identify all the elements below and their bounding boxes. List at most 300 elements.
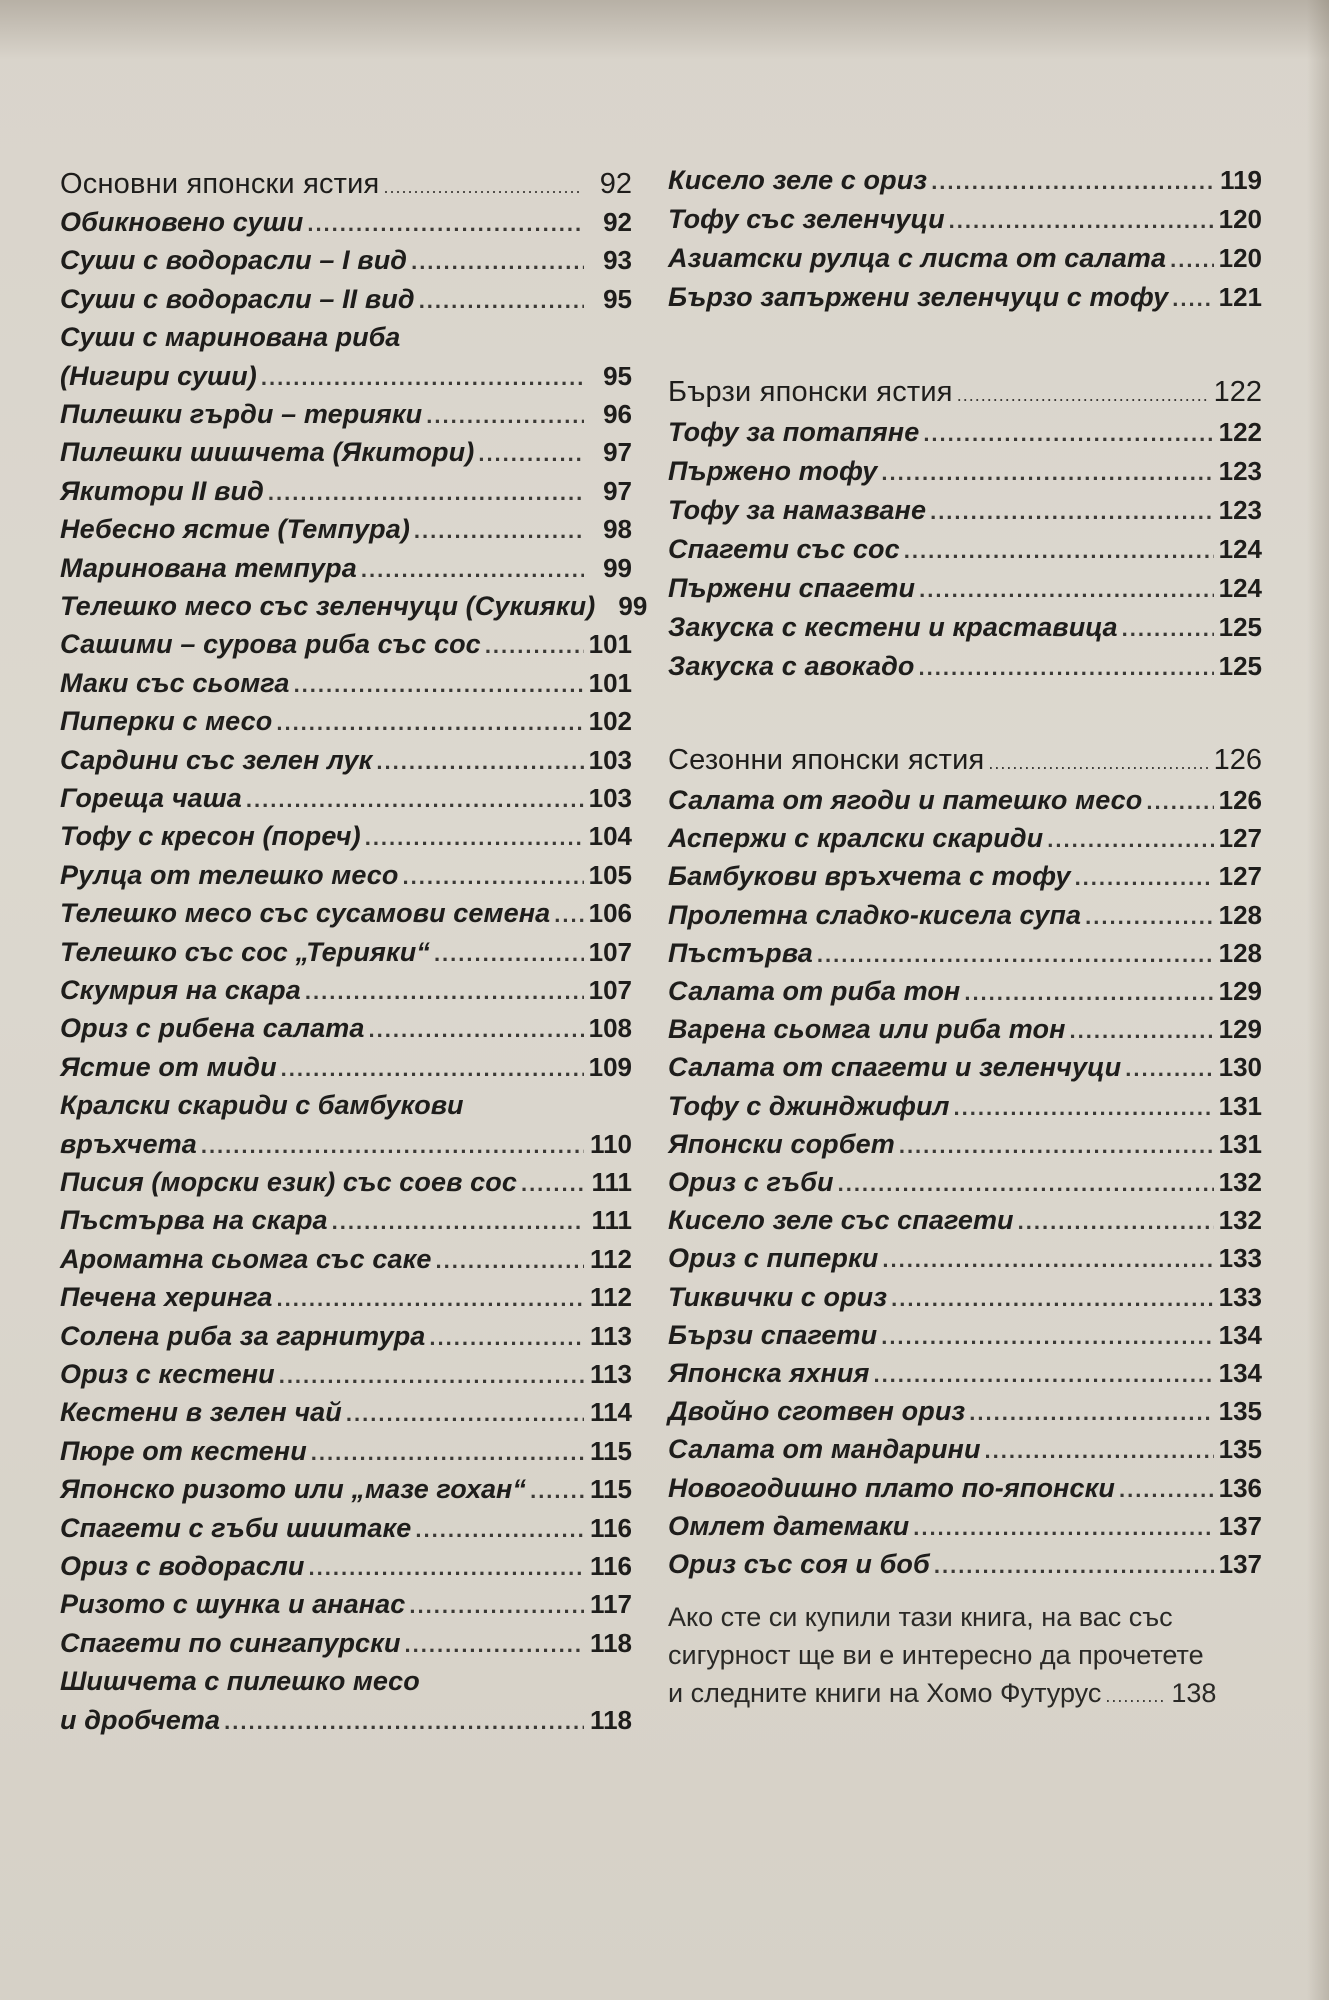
toc-entry (668, 897, 1262, 933)
entry-title: Бамбукови връхчета с тофу (668, 861, 1071, 892)
leader-dots (985, 1433, 1214, 1469)
leader-dots (913, 1510, 1214, 1546)
entry-title: (Нигири суши) (60, 360, 257, 391)
section-page: 122 (1213, 376, 1262, 408)
toc-entry (668, 820, 1262, 856)
section-heading-basic-dishes (60, 166, 632, 202)
leader-dots (1105, 1677, 1167, 1715)
entry-title: Телешко със сос „Терияки“ (60, 936, 430, 967)
entry-title: Ястие от миди (60, 1051, 277, 1082)
toc-entry (60, 1394, 632, 1430)
leader-dots (369, 1012, 584, 1048)
entry-title-line1: Суши с маринована риба (60, 322, 401, 353)
entry-page-number: 92 (603, 207, 632, 237)
toc-entry (60, 473, 632, 509)
leader-dots (332, 1204, 584, 1240)
leader-dots (383, 169, 580, 205)
entry-page-number: 103 (588, 744, 632, 775)
entry-title: Азиатски рулца с листа от салата (668, 243, 1167, 273)
leader-dots (276, 705, 584, 741)
entry-page-number: 93 (603, 245, 632, 276)
section-heading-quick-dishes (668, 374, 1262, 410)
toc-entry (60, 511, 632, 547)
toc-entry (60, 1318, 632, 1354)
entry-title: Сардини със зелен лук (60, 744, 373, 775)
leader-dots (403, 859, 585, 895)
entry-page-number: 97 (603, 475, 632, 506)
entry-page-number: 99 (603, 552, 632, 583)
entry-title: Суши с водорасли – I вид (60, 245, 408, 276)
toc-entry (60, 742, 632, 778)
leader-dots (279, 1358, 584, 1394)
entry-title: Тиквички с ориз (668, 1281, 888, 1312)
entry-page-number: 131 (1218, 1090, 1262, 1121)
leader-dots (426, 398, 584, 434)
entry-page-number: 121 (1218, 282, 1262, 312)
entry-title: Ароматна сьомга със саке (60, 1243, 432, 1274)
leader-dots (1172, 281, 1214, 317)
section-title: Бързи японски ястия (668, 376, 953, 408)
entry-title: Омлет датемаки (668, 1510, 910, 1541)
toc-entry (60, 1356, 632, 1392)
entry-title: Солена риба за гарнитура (60, 1320, 426, 1351)
toc-entry (668, 414, 1262, 450)
toc-entry (60, 550, 632, 586)
entry-title: Варена сьомга или риба тон (668, 1014, 1066, 1045)
leader-dots (919, 650, 1214, 686)
leader-dots (261, 360, 584, 396)
toc-entry (668, 1470, 1262, 1506)
entry-page-number: 124 (1218, 573, 1262, 603)
entry-page-number: 109 (588, 1051, 632, 1082)
leader-dots (409, 1588, 584, 1624)
entry-page-number: 107 (588, 975, 632, 1005)
leader-dots (891, 1281, 1214, 1317)
entry-page-number: 110 (590, 1128, 632, 1159)
entry-page-number: 105 (588, 859, 632, 890)
leader-dots (899, 1128, 1214, 1164)
entry-title: Новогодишно плато по-японски (668, 1472, 1115, 1503)
leader-dots (1075, 860, 1214, 896)
leader-dots (1119, 1472, 1214, 1508)
entry-page-number: 123 (1218, 495, 1262, 525)
toc-entry (60, 895, 632, 931)
leader-dots (530, 1473, 584, 1509)
leader-dots (434, 936, 584, 972)
leader-dots (1070, 1013, 1215, 1049)
entry-page-number: 101 (588, 629, 632, 660)
entry-title: Пъстърва (668, 937, 813, 968)
toc-entry (60, 1126, 632, 1162)
entry-page-number: 134 (1218, 1319, 1262, 1350)
entry-title: Маки със сьомга (60, 667, 290, 698)
leader-dots (365, 820, 584, 856)
toc-entry (60, 1241, 632, 1277)
toc-entry (668, 279, 1262, 315)
toc-entry (668, 1317, 1262, 1353)
note-line: сигурност ще ви е интересно да прочетете (668, 1640, 1204, 1670)
entry-page-number: 120 (1218, 204, 1262, 234)
entry-page-number: 108 (588, 1013, 632, 1044)
entry-page-number: 102 (588, 706, 632, 737)
entry-title: Кисело зеле с ориз (668, 165, 928, 195)
toc-entry (60, 242, 632, 278)
toc-entry (668, 1202, 1262, 1238)
entry-title: Телешко месо със сусамови семена (60, 898, 551, 929)
leader-dots (838, 1166, 1214, 1202)
toc-entry (60, 1433, 632, 1469)
entry-page-number: 99 (618, 591, 648, 621)
toc-entry (668, 1508, 1262, 1544)
toc-entry (668, 1164, 1262, 1200)
leader-dots (419, 283, 584, 319)
entry-title: Тофу за намазване (668, 495, 927, 525)
section-page: 126 (1213, 744, 1262, 776)
leader-dots (429, 1320, 584, 1356)
entry-page-number: 114 (590, 1397, 632, 1428)
toc-entry (60, 434, 632, 470)
entry-title: Тофу със зеленчуци (668, 204, 945, 234)
section-heading-seasonal-dishes (668, 742, 1262, 778)
entry-title: Якитори II вид (60, 475, 264, 506)
leader-dots (478, 436, 584, 472)
toc-entry (60, 934, 632, 970)
entry-page-number: 129 (1218, 1014, 1262, 1045)
entry-page-number: 98 (603, 514, 632, 545)
toc-entry (668, 1011, 1262, 1047)
entry-title: Гореща чаша (60, 783, 242, 813)
leader-dots (954, 1090, 1214, 1126)
leader-dots (1085, 899, 1214, 935)
entry-title: Бързо запържени зеленчуци с тофу (668, 282, 1169, 312)
leader-dots (1146, 784, 1214, 820)
entry-page-number: 132 (1218, 1167, 1262, 1197)
leader-dots (881, 1319, 1214, 1355)
entry-title: Рулца от телешко месо (60, 859, 399, 890)
entry-page-number: 112 (590, 1243, 632, 1274)
entry-title: Скумрия на скара (60, 975, 301, 1005)
leader-dots (1018, 1204, 1214, 1240)
toc-entry (60, 857, 632, 893)
entry-title: Бързи спагети (668, 1319, 878, 1350)
toc-entry (60, 703, 632, 739)
leader-dots (873, 1357, 1214, 1393)
entry-page-number: 120 (1218, 243, 1262, 273)
leader-dots (923, 416, 1214, 452)
toc-entry (60, 204, 632, 240)
entry-title-line1: Кралски скариди с бамбукови (60, 1090, 464, 1121)
entry-title: Телешко месо със зеленчуци (Сукияки) (60, 591, 596, 621)
entry-title-line1: Шишчета с пилешко месо (60, 1666, 420, 1697)
entry-page-number: 137 (1218, 1510, 1262, 1541)
entry-title: Ориз с водорасли (60, 1551, 305, 1581)
entry-title: Пържено тофу (668, 456, 878, 486)
leader-dots (988, 745, 1209, 781)
section-title: Сезонни японски ястия (668, 744, 985, 776)
toc-entry (668, 858, 1262, 894)
entry-title: Японски сорбет (668, 1128, 895, 1159)
leader-dots (969, 1395, 1214, 1431)
toc-entry (60, 972, 632, 1008)
entry-page-number: 115 (590, 1474, 632, 1505)
entry-page-number: 122 (1218, 417, 1262, 447)
entry-page-number: 130 (1218, 1052, 1262, 1083)
toc-entry (668, 935, 1262, 971)
entry-title: връхчета (60, 1128, 197, 1159)
entry-title: Пюре от кестени (60, 1435, 307, 1466)
toc-entry (60, 1202, 632, 1238)
leader-dots (1125, 1051, 1214, 1087)
page-right-edge (1307, 0, 1329, 2000)
entry-page-number: 117 (590, 1589, 632, 1620)
entry-page-number: 125 (1218, 612, 1262, 642)
entry-title: Закуска с кестени и краставица (668, 612, 1118, 642)
leader-dots (1122, 611, 1214, 647)
leader-dots (1047, 822, 1214, 858)
leader-dots (949, 203, 1214, 239)
toc-entry (60, 1510, 632, 1546)
entry-title: Кисело зеле със спагети (668, 1205, 1014, 1236)
book-recommendation-note (668, 1598, 1262, 1715)
entry-page-number: 126 (1218, 785, 1262, 815)
section-title: Основни японски ястия (60, 168, 380, 200)
toc-entry (60, 1279, 632, 1315)
entry-title: Пиперки с месо (60, 706, 273, 737)
toc-entry-first-line (60, 319, 632, 355)
toc-entry (60, 1049, 632, 1085)
entry-page-number: 118 (590, 1704, 632, 1735)
toc-entry (668, 1126, 1262, 1162)
leader-dots (964, 975, 1214, 1011)
toc-entry (668, 648, 1262, 684)
toc-entry (668, 1393, 1262, 1429)
leader-dots (309, 1550, 584, 1586)
entry-page-number: 131 (1218, 1128, 1262, 1159)
toc-entry (60, 1471, 632, 1507)
entry-page-number: 116 (590, 1512, 632, 1543)
entry-page-number: 119 (1220, 165, 1262, 195)
entry-title: Закуска с авокадо (668, 651, 915, 681)
leader-dots (415, 1512, 584, 1548)
leader-dots (554, 897, 584, 933)
leader-dots (294, 667, 584, 703)
leader-dots (817, 937, 1214, 973)
entry-title: Тофу с джинджифил (668, 1090, 950, 1121)
entry-title: Сашими – сурова риба със сос (60, 629, 481, 660)
toc-entry (668, 1088, 1262, 1124)
toc-entry (60, 818, 632, 854)
entry-page-number: 116 (590, 1551, 632, 1581)
entry-page-number: 112 (590, 1282, 632, 1313)
entry-title: Пилешки шишчета (Якитори) (60, 437, 475, 468)
leader-dots (521, 1166, 584, 1202)
toc-entry-first-line (60, 1663, 632, 1699)
toc-entry (60, 665, 632, 701)
note-text: и следните книги на Хомо Футурус (668, 1678, 1102, 1708)
toc-entry (60, 588, 648, 624)
entry-page-number: 124 (1218, 534, 1262, 564)
leader-dots (311, 1435, 584, 1471)
entry-page-number: 103 (588, 783, 632, 813)
entry-title: Маринована темпура (60, 552, 357, 583)
entry-title: Ориз с гъби (668, 1167, 834, 1197)
toc-entry (668, 782, 1262, 818)
entry-title: Ориз с кестени (60, 1359, 275, 1389)
toc-entry (668, 1431, 1262, 1467)
entry-page-number: 95 (603, 283, 632, 314)
toc-entry (668, 1240, 1262, 1276)
toc-entry (60, 626, 632, 662)
entry-title: Пролетна сладко-кисела супа (668, 899, 1082, 930)
toc-entry (60, 1010, 632, 1046)
toc-entry (668, 973, 1262, 1009)
leader-dots (435, 1243, 584, 1279)
entry-title: Тофу за потапяне (668, 417, 920, 447)
note-line: Ако сте си купили тази книга, на вас със (668, 1602, 1173, 1632)
toc-entry (668, 492, 1262, 528)
leader-dots (305, 974, 584, 1010)
entry-title: Пилешки гърди – терияки (60, 399, 423, 429)
leader-dots (268, 475, 584, 511)
leader-dots (376, 744, 584, 780)
leader-dots (1170, 242, 1214, 278)
note-page: 138 (1171, 1678, 1217, 1708)
entry-title: Ориз с рибена салата (60, 1013, 365, 1044)
toc-entry (668, 1355, 1262, 1391)
toc-entry (668, 453, 1262, 489)
leader-dots (405, 1627, 584, 1663)
entry-title: Пъстърва на скара (60, 1205, 328, 1236)
entry-title: Пържени спагети (668, 573, 916, 603)
entry-page-number: 104 (588, 821, 632, 852)
entry-page-number: 111 (591, 1167, 632, 1197)
entry-title: Обикновено суши (60, 207, 304, 237)
entry-page-number: 137 (1218, 1549, 1262, 1579)
entry-page-number: 113 (590, 1359, 632, 1389)
entry-page-number: 107 (588, 936, 632, 967)
toc-entry (60, 358, 632, 394)
toc-entry (668, 240, 1262, 276)
leader-dots (411, 244, 584, 280)
entry-page-number: 134 (1218, 1358, 1262, 1388)
entry-page-number: 118 (590, 1627, 632, 1658)
entry-title: Японско ризото или „мазе гохан“ (60, 1474, 527, 1505)
entry-title: Тофу с кресон (пореч) (60, 821, 361, 852)
entry-page-number: 127 (1218, 861, 1262, 892)
entry-title: Небесно ястие (Темпура) (60, 514, 410, 545)
entry-page-number: 111 (591, 1205, 632, 1236)
entry-page-number: 127 (1218, 823, 1262, 854)
entry-title: Ориз със соя и боб (668, 1549, 930, 1579)
toc-entry (60, 281, 632, 317)
entry-page-number: 96 (603, 399, 632, 429)
leader-dots (904, 533, 1214, 569)
leader-dots (931, 164, 1214, 200)
entry-title: Ориз с пиперки (668, 1243, 879, 1274)
toc-entry (60, 396, 632, 432)
toc-entry (60, 1164, 632, 1200)
entry-page-number: 133 (1218, 1243, 1262, 1274)
leader-dots (957, 377, 1210, 413)
entry-page-number: 97 (603, 437, 632, 468)
entry-title: Салата от мандарини (668, 1434, 981, 1465)
entry-title: Печена херинга (60, 1282, 273, 1313)
note-line-with-page (668, 1674, 1262, 1715)
leader-dots (346, 1396, 584, 1432)
leader-dots (934, 1548, 1214, 1584)
leader-dots (414, 513, 584, 549)
toc-entry (668, 531, 1262, 567)
entry-page-number: 128 (1218, 899, 1262, 930)
entry-page-number: 101 (588, 667, 632, 698)
page-top-shadow (0, 0, 1329, 60)
toc-entry-first-line (60, 1087, 632, 1123)
entry-page-number: 106 (588, 898, 632, 929)
entry-page-number: 135 (1218, 1434, 1262, 1465)
entry-title: Спагети с гъби шиитаке (60, 1512, 412, 1543)
entry-title: Салата от спагети и зеленчуци (668, 1052, 1122, 1083)
entry-title: Ризото с шунка и ананас (60, 1589, 406, 1620)
entry-page-number: 129 (1218, 976, 1262, 1006)
leader-dots (281, 1051, 584, 1087)
leader-dots (361, 552, 584, 588)
section-page: 92 (599, 168, 632, 200)
entry-title: Суши с водорасли – II вид (60, 283, 415, 314)
entry-title: Писия (морски език) със соев сос (60, 1167, 517, 1197)
entry-title: Аспержи с кралски скариди (668, 823, 1044, 854)
toc-entry (668, 1279, 1262, 1315)
entry-title: Спагети по сингапурски (60, 1627, 401, 1658)
toc-entry (668, 201, 1262, 237)
leader-dots (930, 494, 1214, 530)
toc-entry (668, 1049, 1262, 1085)
leader-dots (882, 1242, 1214, 1278)
leader-dots (276, 1281, 584, 1317)
toc-entry (668, 1546, 1262, 1582)
entry-page-number: 123 (1218, 456, 1262, 486)
entry-title: Японска яхния (668, 1358, 870, 1388)
entry-title: Кестени в зелен чай (60, 1397, 342, 1428)
entry-page-number: 113 (590, 1320, 632, 1351)
toc-entry (60, 780, 632, 816)
entry-page-number: 135 (1218, 1396, 1262, 1427)
toc-entry (668, 162, 1262, 198)
entry-page-number: 136 (1218, 1472, 1262, 1503)
toc-entry (668, 570, 1262, 606)
entry-title: Салата от риба тон (668, 976, 961, 1006)
leader-dots (307, 206, 584, 242)
leader-dots (201, 1128, 584, 1164)
toc-entry (60, 1586, 632, 1622)
toc-entry (668, 609, 1262, 645)
entry-title: Спагети със сос (668, 534, 900, 564)
entry-title: и дробчета (60, 1704, 221, 1735)
entry-page-number: 115 (590, 1435, 632, 1466)
toc-entry (60, 1702, 632, 1738)
leader-dots (881, 455, 1214, 491)
entry-page-number: 133 (1218, 1281, 1262, 1312)
toc-entry (60, 1625, 632, 1661)
toc-entry (60, 1548, 632, 1584)
entry-page-number: 125 (1218, 651, 1262, 681)
leader-dots (246, 782, 584, 818)
entry-title: Двойно сготвен ориз (668, 1396, 966, 1427)
entry-title: Салата от ягоди и патешко месо (668, 785, 1143, 815)
leader-dots (485, 628, 584, 664)
entry-page-number: 132 (1218, 1205, 1262, 1236)
leader-dots (224, 1704, 584, 1740)
entry-page-number: 128 (1218, 937, 1262, 968)
